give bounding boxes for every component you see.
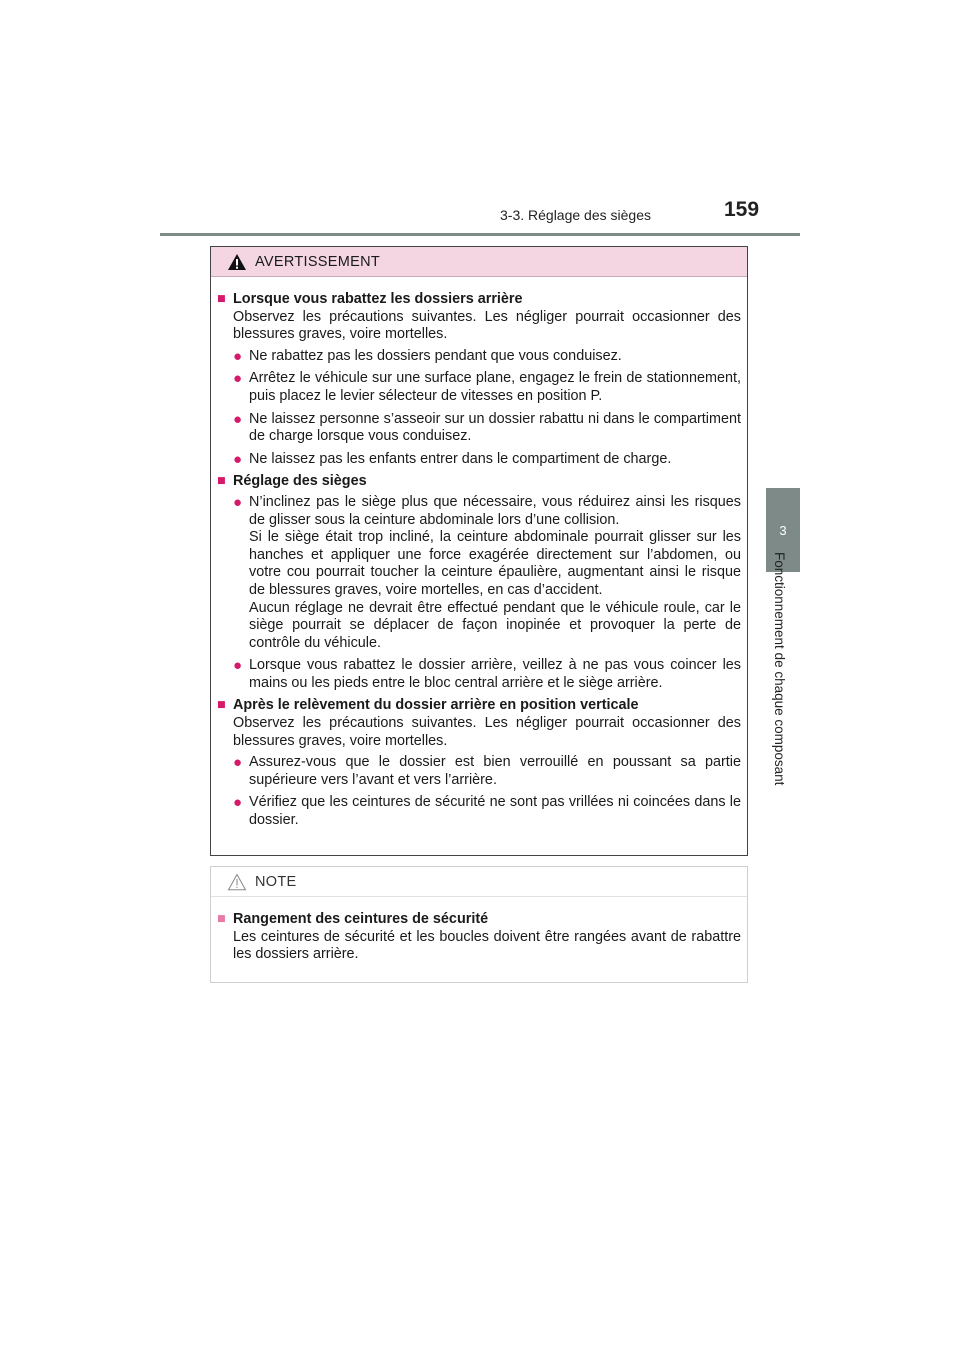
bullet-text — [249, 657, 741, 692]
bullet-paragraph: Ne rabattez pas les dossiers pendant que vous conduisez. — [249, 347, 622, 364]
round-bullet-icon: ● — [233, 450, 243, 468]
square-bullet-icon: ■ — [217, 697, 226, 714]
bullet-paragraph: N’inclinez pas le siège plus que nécessaire, vous réduirez ainsi les risques de glisser sous la ceinture abdominale lors d’une collision. — [249, 493, 741, 528]
bullet-item — [217, 657, 741, 692]
warning-content — [211, 277, 747, 830]
bullet-paragraph: Arrêtez le véhicule sur une surface plane, engagez le frein de stationnement, puis placez le levier sélecteur de vitesses en position P. — [249, 370, 741, 404]
round-bullet-icon: ● — [233, 410, 243, 428]
warning-title: AVERTISSEMENT — [255, 253, 381, 270]
round-bullet-icon: ● — [233, 370, 243, 388]
bullet-item — [217, 411, 741, 446]
bullet-item — [217, 348, 741, 366]
bullet-text — [249, 494, 741, 652]
section-intro: Les ceintures de sécurité et les boucles doivent être rangées avant de rabattre les dossiers arrière. — [233, 928, 741, 963]
bullet-item — [217, 451, 741, 469]
bullet-item — [217, 494, 741, 652]
chapter-title: Fonctionnement de chaque composant — [772, 552, 787, 786]
section-intro: Observez les précautions suivantes. Les négliger pourrait occasionner des blessures graves, voire mortelles. — [233, 715, 741, 749]
warning-header — [211, 247, 747, 277]
caution-outline-triangle-icon — [227, 873, 247, 891]
section-heading — [217, 911, 741, 929]
round-bullet-icon: ● — [233, 794, 243, 812]
content-section — [217, 697, 741, 829]
bullet-paragraph: Vérifiez que les ceintures de sécurité ne sont pas vrillées ni coincées dans le dossier. — [249, 794, 741, 829]
round-bullet-icon: ● — [233, 754, 243, 772]
bullet-paragraph: Assurez-vous que le dossier est bien verrouillé en poussant sa partie supérieure vers l’avant et vers l’arrière. — [249, 754, 741, 788]
bullet-text — [249, 451, 741, 469]
section-heading — [217, 697, 741, 715]
note-title: NOTE — [255, 873, 297, 890]
warning-triangle-icon — [227, 253, 247, 271]
bullet-paragraph: Ne laissez personne s’asseoir sur un dossier rabattu ni dans le compartiment de charge lorsque vous conduisez. — [249, 410, 741, 445]
section-title: 3-3. Réglage des sièges — [500, 207, 651, 223]
note-box — [210, 866, 748, 983]
content-section — [217, 473, 741, 692]
bullet-text — [249, 348, 741, 366]
chapter-tab-number: 3 — [779, 522, 787, 538]
section-heading-text: Après le relèvement du dossier arrière en position verticale — [233, 697, 639, 714]
content-section — [217, 911, 741, 964]
bullet-paragraph: Si le siège était trop incliné, la ceinture abdominale pourrait glisser sur les hanches et appliquer une force exagérée directement sur l’abdomen, ou votre cou pourrait toucher la ceinture épaulière, augmentant ainsi le risque de blessures graves, voire mortelles, en cas d’accident. — [249, 529, 741, 598]
bullet-paragraph: Ne laissez pas les enfants entrer dans le compartiment de charge. — [249, 450, 672, 467]
bullet-paragraph: Aucun réglage ne devrait être effectué pendant que le véhicule roule, car le siège pourrait se déplacer de façon inopinée et provoquer la perte de contrôle du véhicule. — [249, 599, 741, 651]
content-section — [217, 291, 741, 468]
round-bullet-icon: ● — [233, 347, 243, 365]
header-rule — [160, 233, 800, 236]
bullet-text — [249, 370, 741, 405]
section-heading-text: Réglage des sièges — [233, 473, 367, 490]
round-bullet-icon: ● — [233, 657, 243, 675]
section-heading-text: Rangement des ceintures de sécurité — [233, 911, 489, 927]
section-heading — [217, 291, 741, 309]
square-bullet-icon: ■ — [217, 911, 226, 927]
warning-box — [210, 246, 748, 856]
round-bullet-icon: ● — [233, 493, 243, 511]
square-bullet-icon: ■ — [217, 291, 226, 307]
note-header — [211, 867, 747, 897]
bullet-item — [217, 794, 741, 829]
section-heading — [217, 473, 741, 491]
section-heading-text: Lorsque vous rabattez les dossiers arrière — [233, 291, 523, 307]
note-content — [211, 897, 747, 964]
square-bullet-icon: ■ — [217, 473, 226, 490]
bullet-paragraph: Lorsque vous rabattez le dossier arrière, veillez à ne pas vous coincer les mains ou les pieds entre le bloc central arrière et le siège arrière. — [249, 657, 741, 691]
section-intro: Observez les précautions suivantes. Les négliger pourrait occasionner des blessures graves, voire mortelles. — [233, 308, 741, 343]
bullet-item — [217, 754, 741, 789]
bullet-text — [249, 754, 741, 789]
bullet-text — [249, 411, 741, 446]
page-number: 159 — [724, 198, 760, 221]
bullet-item — [217, 370, 741, 405]
bullet-text — [249, 794, 741, 829]
